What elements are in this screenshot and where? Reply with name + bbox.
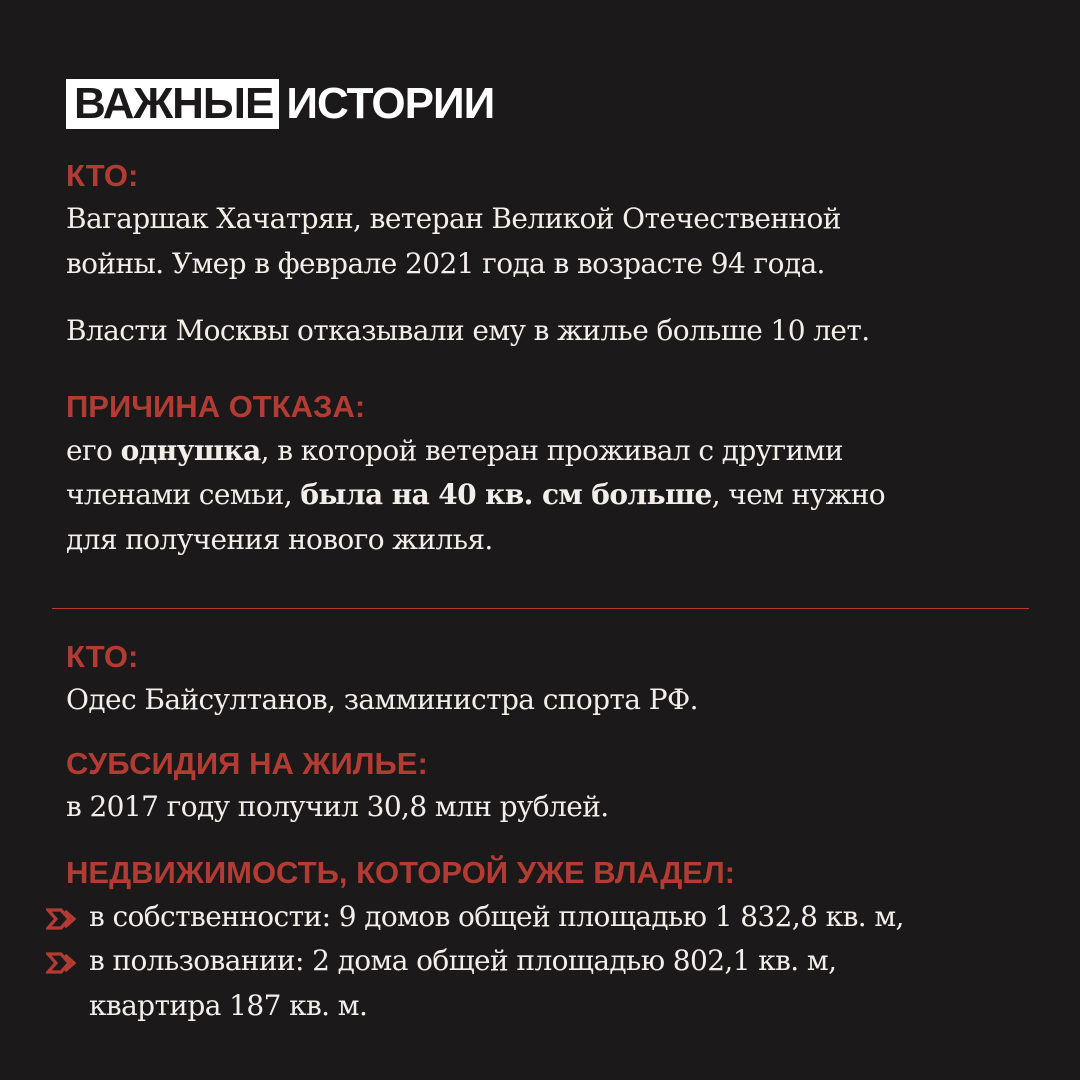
- property-item-2-cont: квартира 187 кв. м.: [89, 989, 368, 1022]
- subsidy-label: СУБСИДИЯ НА ЖИЛЬЕ:: [66, 746, 428, 781]
- who-text-1-line2: войны. Умер в феврале 2021 года в возрасте 94 года.: [66, 247, 825, 280]
- logo-highlight: ВАЖНЫЕ: [66, 79, 279, 129]
- who-label-2: КТО:: [66, 639, 139, 674]
- reason-line3: для получения нового жилья.: [66, 523, 493, 556]
- reason-label: ПРИЧИНА ОТКАЗА:: [66, 389, 366, 424]
- property-item-2: в пользовании: 2 дома общей площадью 802,1 кв. м,: [89, 944, 837, 977]
- who-text-1-line1: Вагаршак Хачатрян, ветеран Великой Отечественной: [66, 202, 841, 235]
- who-text-2: Одес Байсултанов, замминистра спорта РФ.: [66, 683, 698, 716]
- logo-rest: ИСТОРИИ: [286, 79, 495, 128]
- property-label: НЕДВИЖИМОСТЬ, КОТОРОЙ УЖЕ ВЛАДЕЛ:: [66, 855, 736, 890]
- refusal-note: Власти Москвы отказывали ему в жилье больше 10 лет.: [66, 314, 870, 347]
- chevron-double-right-icon: [46, 952, 80, 974]
- reason-bold-1: однушка: [120, 434, 261, 467]
- chevron-double-right-icon: [46, 908, 80, 930]
- subsidy-text: в 2017 году получил 30,8 млн рублей.: [66, 790, 609, 823]
- reason-line1: его однушка, в которой ветеран проживал с другими: [66, 434, 843, 467]
- who-label-1: КТО:: [66, 158, 139, 193]
- property-item-1: в собственности: 9 домов общей площадью 1 832,8 кв. м,: [89, 900, 904, 933]
- reason-line2: членами семьи, была на 40 кв. см больше, чем нужно: [66, 478, 886, 511]
- section-divider: [52, 608, 1029, 609]
- reason-bold-2: была на 40 кв. см больше: [300, 478, 712, 511]
- brand-logo: [66, 79, 494, 129]
